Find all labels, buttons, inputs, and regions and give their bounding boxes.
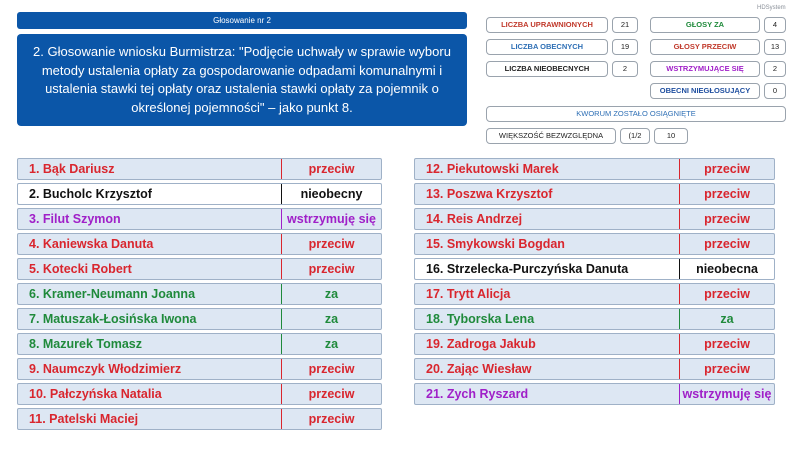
- stat-value-glosy-przeciw: 13: [764, 39, 786, 55]
- voting-title-bar: [17, 12, 467, 29]
- voter-row: [17, 233, 382, 255]
- voter-row: [414, 183, 775, 205]
- vote-value: przeciw: [308, 262, 355, 276]
- stat-label-glosy-przeciw: GŁOSY PRZECIW: [650, 39, 760, 55]
- voter-name: 11. Patelski Maciej: [29, 412, 139, 426]
- voter-name: 8. Mazurek Tomasz: [29, 337, 143, 351]
- vote-value: przeciw: [308, 237, 355, 251]
- vote-value: przeciw: [704, 162, 750, 176]
- stat-value-liczba-obecnych: 19: [612, 39, 638, 55]
- stat-label-wstrzymujace-sie: WSTRZYMUJĄCE SIĘ: [650, 61, 760, 77]
- voter-name: 19. Zadroga Jakub: [426, 337, 536, 351]
- voter-row: [414, 258, 775, 280]
- vote-value: za: [324, 337, 339, 351]
- voter-row: [17, 183, 382, 205]
- stat-label-glosy-za: GŁOSY ZA: [650, 17, 760, 33]
- voter-name: 20. Zając Wiesław: [426, 362, 532, 376]
- voter-row: [17, 208, 382, 230]
- voter-row: [17, 358, 382, 380]
- vote-value: przeciw: [308, 412, 355, 426]
- quorum-status: KWORUM ZOSTAŁO OSIĄGNIĘTE: [486, 106, 786, 122]
- voter-name: 13. Poszwa Krzysztof: [426, 187, 553, 201]
- stat-value-obecni-niegl: 0: [764, 83, 786, 99]
- voter-name: 1. Bąk Dariusz: [29, 162, 115, 176]
- voter-name: 21. Zych Ryszard: [426, 387, 529, 401]
- voting-title: Głosowanie nr 2: [213, 16, 271, 25]
- vote-value: przeciw: [704, 212, 750, 226]
- brand-logo-text: HDSystem: [757, 5, 786, 11]
- vote-value: przeciw: [704, 362, 750, 376]
- voter-name: 14. Reis Andrzej: [426, 212, 523, 226]
- stat-value-wstrzymujace-sie: 2: [764, 61, 786, 77]
- voter-row: [414, 333, 775, 355]
- vote-value: wstrzymuję się: [287, 212, 376, 226]
- stat-label-liczba-nieobecnych: LICZBA NIEOBECNYCH: [486, 61, 608, 77]
- stat-label-liczba-uprawnionych: LICZBA UPRAWNIONYCH: [486, 17, 608, 33]
- vote-value: nieobecny: [300, 187, 363, 201]
- stat-label-obecni-niegl: OBECNI NIEGŁOSUJĄCY: [650, 83, 760, 99]
- voter-name: 17. Trytt Alicja: [426, 287, 511, 301]
- voter-row: [414, 158, 775, 180]
- voter-name: 18. Tyborska Lena: [426, 312, 535, 326]
- stat-value-liczba-nieobecnych: 2: [612, 61, 638, 77]
- majority-rule: (1/2: [620, 128, 650, 144]
- voter-name: 2. Bucholc Krzysztof: [29, 187, 152, 201]
- voter-row: [414, 283, 775, 305]
- vote-value: przeciw: [704, 337, 750, 351]
- vote-value: przeciw: [308, 362, 355, 376]
- vote-value: przeciw: [704, 237, 750, 251]
- voter-row: [17, 158, 382, 180]
- voter-row: [17, 333, 382, 355]
- voter-row: [414, 358, 775, 380]
- voter-name: 12. Piekutowski Marek: [426, 162, 559, 176]
- vote-value: nieobecna: [696, 262, 758, 276]
- voter-row: [17, 308, 382, 330]
- voter-row: [17, 383, 382, 405]
- vote-value: za: [720, 312, 734, 326]
- voter-row: [414, 208, 775, 230]
- voter-row: [414, 383, 775, 405]
- vote-value: przeciw: [704, 187, 750, 201]
- vote-value: przeciw: [308, 387, 355, 401]
- vote-value: przeciw: [704, 287, 750, 301]
- stat-label-liczba-obecnych: LICZBA OBECNYCH: [486, 39, 608, 55]
- voter-name: 9. Naumczyk Włodzimierz: [29, 362, 182, 376]
- voter-name: 5. Kotecki Robert: [29, 262, 132, 276]
- vote-value: przeciw: [308, 162, 355, 176]
- vote-value: za: [324, 312, 339, 326]
- voter-name: 10. Pałczyńska Natalia: [29, 387, 162, 401]
- voter-row: [17, 408, 382, 430]
- voter-name: 7. Matuszak-Łosińska Iwona: [29, 312, 197, 326]
- stat-value-liczba-uprawnionych: 21: [612, 17, 638, 33]
- voter-name: 3. Filut Szymon: [29, 212, 121, 226]
- motion-text: 2. Głosowanie wniosku Burmistrza: "Podjęcie uchwały w sprawie wyboru metody ustalenia opłaty za gospodarowanie odpadami komunalnymi i ustalenia stawki tej opłaty oraz ustalenia stawki opłaty za pojemnik o określonej pojemności" – jako punkt 8.: [33, 44, 451, 115]
- voter-row: [414, 308, 775, 330]
- voter-row: [17, 283, 382, 305]
- stat-value-glosy-za: 4: [764, 17, 786, 33]
- majority-value: 10: [654, 128, 688, 144]
- majority-label: WIĘKSZOŚĆ BEZWZGLĘDNA: [486, 128, 616, 144]
- voter-row: [414, 233, 775, 255]
- voter-name: 4. Kaniewska Danuta: [29, 237, 154, 251]
- vote-value: wstrzymuję się: [682, 387, 772, 401]
- voter-name: 6. Kramer-Neumann Joanna: [29, 287, 196, 301]
- voter-name: 16. Strzelecka-Purczyńska Danuta: [426, 262, 629, 276]
- voter-row: [17, 258, 382, 280]
- vote-value: za: [324, 287, 339, 301]
- motion-text-box: [17, 34, 467, 126]
- voter-name: 15. Smykowski Bogdan: [426, 237, 565, 251]
